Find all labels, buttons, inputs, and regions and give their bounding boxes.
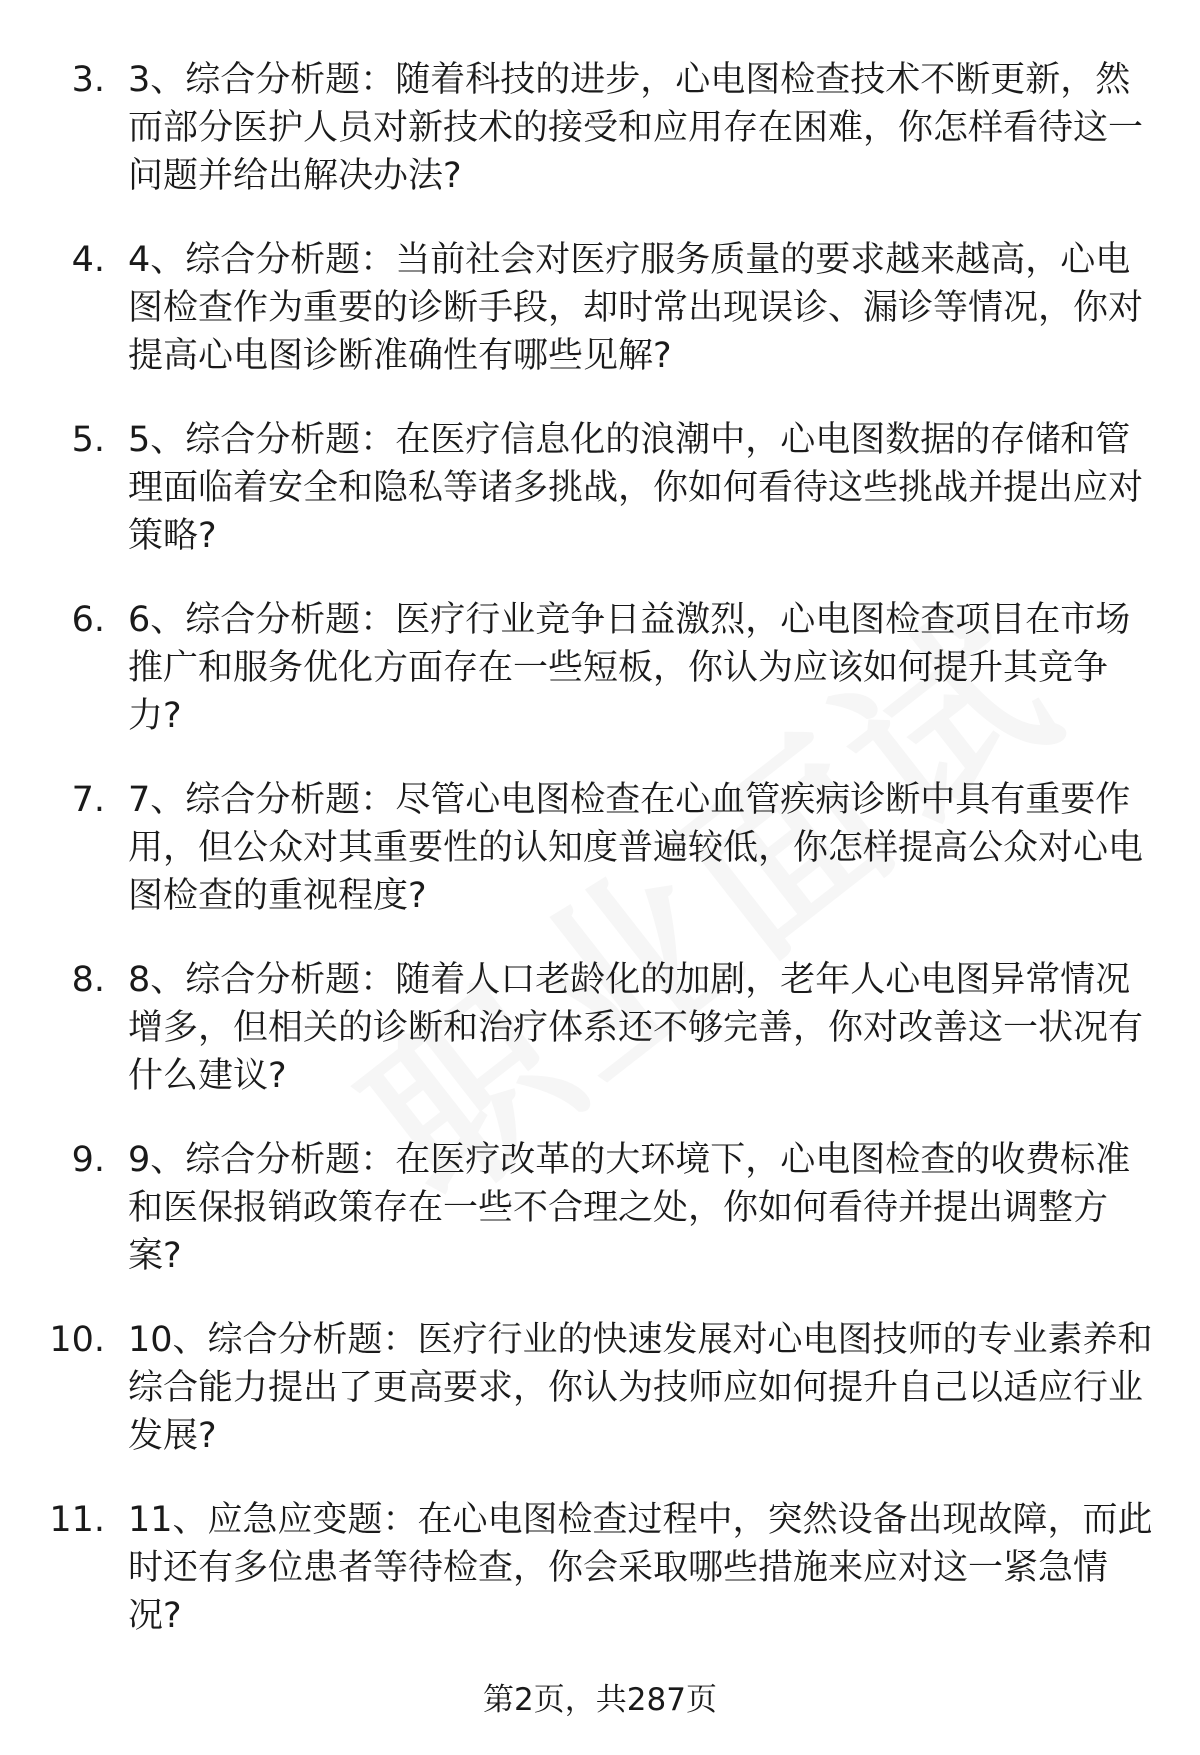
list-item [0, 956, 1200, 1136]
question-text: 9、综合分析题：在医疗改革的大环境下，心电图检查的收费标准和医保报销政策存在一些不合理之处，你如何看待并提出调整方案? [128, 1140, 1131, 1276]
list-item [0, 1136, 1200, 1316]
list-item [0, 596, 1200, 776]
list-item [0, 56, 1200, 236]
question-number: 3. [71, 60, 105, 100]
question-number: 5. [71, 420, 105, 460]
question-text: 5、综合分析题：在医疗信息化的浪潮中，心电图数据的存储和管理面临着安全和隐私等诸多挑战，你如何看待这些挑战并提出应对策略? [128, 420, 1144, 556]
question-text: 4、综合分析题：当前社会对医疗服务质量的要求越来越高，心电图检查作为重要的诊断手段，却时常出现误诊、漏诊等情况，你对提高心电图诊断准确性有哪些见解? [128, 240, 1144, 376]
list-item [0, 416, 1200, 596]
question-text: 11、应急应变题：在心电图检查过程中，突然设备出现故障，而此时还有多位患者等待检查，你会采取哪些措施来应对这一紧急情况? [128, 1500, 1153, 1636]
question-list [0, 56, 1200, 1676]
list-item [0, 776, 1200, 956]
question-text: 7、综合分析题：尽管心电图检查在心血管疾病诊断中具有重要作用，但公众对其重要性的认知度普遍较低，你怎样提高公众对心电图检查的重视程度? [128, 780, 1144, 916]
question-number: 8. [71, 960, 105, 1000]
question-text: 3、综合分析题：随着科技的进步，心电图检查技术不断更新，然而部分医护人员对新技术的接受和应用存在困难，你怎样看待这一问题并给出解决办法? [128, 60, 1144, 196]
page-footer: 第2页，共287页 [483, 1682, 717, 1718]
question-number: 4. [71, 240, 105, 280]
list-item [0, 1316, 1200, 1496]
question-number: 11. [49, 1500, 105, 1540]
question-text: 6、综合分析题：医疗行业竞争日益激烈，心电图检查项目在市场推广和服务优化方面存在一些短板，你认为应该如何提升其竞争力? [128, 600, 1131, 736]
question-number: 10. [49, 1320, 105, 1360]
question-number: 7. [71, 780, 105, 820]
question-number: 9. [71, 1140, 105, 1180]
question-text: 10、综合分析题：医疗行业的快速发展对心电图技师的专业素养和综合能力提出了更高要求，你认为技师应如何提升自己以适应行业发展? [128, 1320, 1153, 1456]
list-item [0, 1496, 1200, 1676]
list-item [0, 236, 1200, 416]
question-number: 6. [71, 600, 105, 640]
question-text: 8、综合分析题：随着人口老龄化的加剧，老年人心电图异常情况增多，但相关的诊断和治疗体系还不够完善，你对改善这一状况有什么建议? [128, 960, 1144, 1096]
